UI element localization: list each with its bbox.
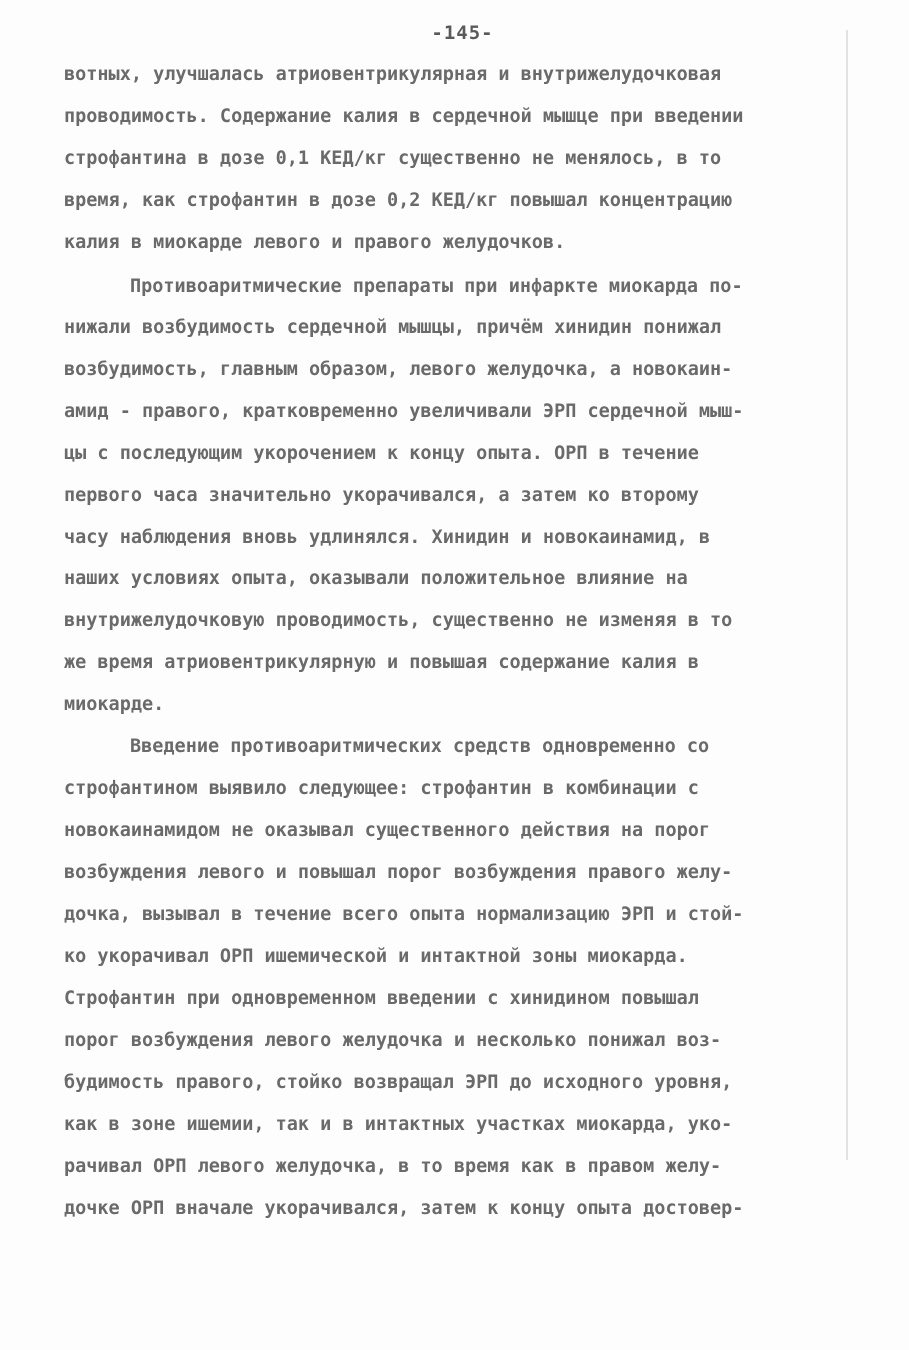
text-line: строфантина в дозе 0,1 КЕД/кг существенно не менялось, в то [64, 148, 722, 169]
text-line: порог возбуждения левого желудочка и несколько понижал воз- [64, 1030, 722, 1051]
text-line: калия в миокарде левого и правого желудочков. [64, 232, 566, 253]
text-line: время, как строфантин в дозе 0,2 КЕД/кг повышал концентрацию [64, 190, 733, 211]
text-line: проводимость. Содержание калия в сердечной мышце при введении [64, 106, 744, 127]
text-line: ко укорачивал ОРП ишемической и интактной зоны миокарда. [64, 946, 688, 967]
text-line: дочка, вызывал в течение всего опыта нормализацию ЭРП и стой- [64, 904, 744, 925]
text-line: вотных, улучшалась атриовентрикулярная и внутрижелудочковая [64, 64, 722, 85]
text-line: Противоаритмические препараты при инфаркте миокарда по- [130, 276, 743, 297]
text-line: первого часа значительно укорачивался, а затем ко второму [64, 485, 699, 506]
text-line: возбудимость, главным образом, левого желудочка, а новокаин- [64, 359, 733, 380]
text-line: нижали возбудимость сердечной мышцы, причём хинидин понижал [64, 317, 722, 338]
text-line: как в зоне ишемии, так и в интактных участках миокарда, уко- [64, 1114, 733, 1135]
text-line: наших условиях опыта, оказывали положительное влияние на [64, 568, 688, 589]
text-line: же время атриовентрикулярную и повышая содержание калия в [64, 652, 699, 673]
page-edge-line [846, 30, 848, 1160]
text-line: часу наблюдения вновь удлинялся. Хинидин и новокаинамид, в [64, 527, 711, 548]
text-line: новокаинамидом не оказывал существенного действия на порог [64, 820, 711, 841]
text-line: Введение противоаритмических средств одновременно со [130, 736, 710, 757]
text-line: строфантином выявило следующее: строфантин в комбинации с [64, 778, 699, 799]
text-line: возбуждения левого и повышал порог возбуждения правого желу- [64, 862, 733, 883]
text-line: внутрижелудочковую проводимость, существенно не изменяя в то [64, 610, 733, 631]
text-line: амид - правого, кратковременно увеличивали ЭРП сердечной мыш- [64, 401, 744, 422]
text-line: Строфантин при одновременном введении с хинидином повышал [64, 988, 699, 1009]
text-line: цы с последующим укорочением к концу опыта. ОРП в течение [64, 443, 699, 464]
text-line: рачивал ОРП левого желудочка, в то время как в правом желу- [64, 1156, 722, 1177]
text-line: миокарде. [64, 694, 165, 715]
text-line: дочке ОРП вначале укорачивался, затем к концу опыта достовер- [64, 1198, 744, 1219]
page-number: -145- [431, 22, 494, 44]
text-line: будимость правого, стойко возвращал ЭРП до исходного уровня, [64, 1072, 733, 1093]
